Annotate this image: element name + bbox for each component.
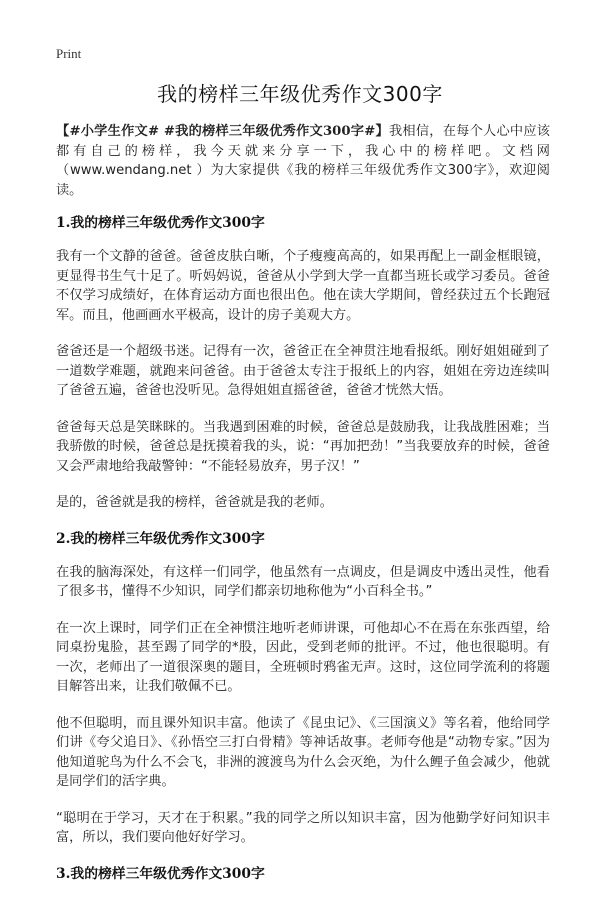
- page-title: 我的榜样三年级优秀作文300字: [157, 82, 443, 106]
- section-heading-3: 3.我的榜样三年级优秀作文300字: [56, 865, 265, 882]
- intro-text: 我相信，在每个人心中应该都有自己的榜样，我今天就来分享一下，我心中的榜样吧。文档网（www.wendang.net ）为大家提供《我的榜样三年级优秀作文300字》，欢迎阅读。: [56, 124, 550, 198]
- section-1-paragraph: 爸爸还是一个超级书迷。记得有一次，爸爸正在全神贯注地看报纸。刚好姐姐碰到了一道数学难题，就跑来问爸爸。由于爸爸太专注于报纸上的内容，姐姐在旁边连续叫了爸爸五遍，爸爸也没听见。急得姐姐直摇爸爸，爸爸才恍然大悟。: [56, 344, 550, 398]
- print-label: Print: [56, 46, 82, 61]
- intro-tag: 【#小学生作文# #我的榜样三年级优秀作文300字#】: [56, 124, 389, 139]
- section-2-paragraph: 在我的脑海深处，有这样一们同学，他虽然有一点调皮，但是调皮中透出灵性，他看了很多书，懂得不少知识，同学们都亲切地称他为“小百科全书。”: [56, 564, 550, 599]
- section-2-paragraph: “聪明在于学习，天才在于积累。”我的同学之所以知识丰富，因为他勤学好问知识丰富，所以，我们要向他好好学习。: [56, 810, 550, 845]
- section-2-paragraph: 在一次上课时，同学们正在全神惯注地听老师讲课，可他却心不在焉在东张西望，给同桌扮鬼脸，甚至踢了同学的*股，因此，受到老师的批评。不过，他也很聪明。有一次，老师出了一道很深奥的题目，全班顿时鸦雀无声。这时，这位同学流利的将题目解答出来，让我们敬佩不已。: [56, 620, 550, 694]
- section-2-paragraph: 他不但聪明，而且课外知识丰富。他读了《昆虫记》、《三国演义》等名着，他给同学们讲《夸父追日》、《孙悟空三打白骨精》等神话故事。老师夸他是“动物专家。”因为他知道驼鸟为什么不会飞，非洲的渡渡鸟为什么会灭绝，为什么鲤子鱼会减少，他就是同学们的活字典。: [56, 715, 550, 789]
- intro-paragraph: [56, 122, 550, 200]
- document-body: [56, 122, 550, 898]
- section-1-paragraph: 爸爸每天总是笑眯眯的。当我遇到困难的时候，爸爸总是鼓励我，让我战胜困难；当我骄傲的时候，爸爸总是抚摸着我的头，说：“再加把劲！”当我要放弃的时候，爸爸又会严肃地给我敲警钟：“不能轻易放弃，男子汉！”: [56, 419, 550, 474]
- section-1-paragraph: 是的，爸爸就是我的榜样，爸爸就是我的老师。: [56, 495, 333, 510]
- section-heading-1: 1.我的榜样三年级优秀作文300字: [56, 215, 265, 231]
- section-1-paragraph: 我有一个文静的爸爸。爸爸皮肤白晰，个子瘦瘦高高的，如果再配上一副金框眼镜，更显得书生气十足了。听妈妈说，爸爸从小学到大学一直都当班长或学习委员。爸爸不仅学习成绩好，在体育运动方面也很出色。他在读大学期间，曾经获过五个长跑冠军。而且，他画画水平极高，设计的房子美观大方。: [56, 249, 550, 323]
- section-heading-2: 2.我的榜样三年级优秀作文300字: [56, 530, 265, 547]
